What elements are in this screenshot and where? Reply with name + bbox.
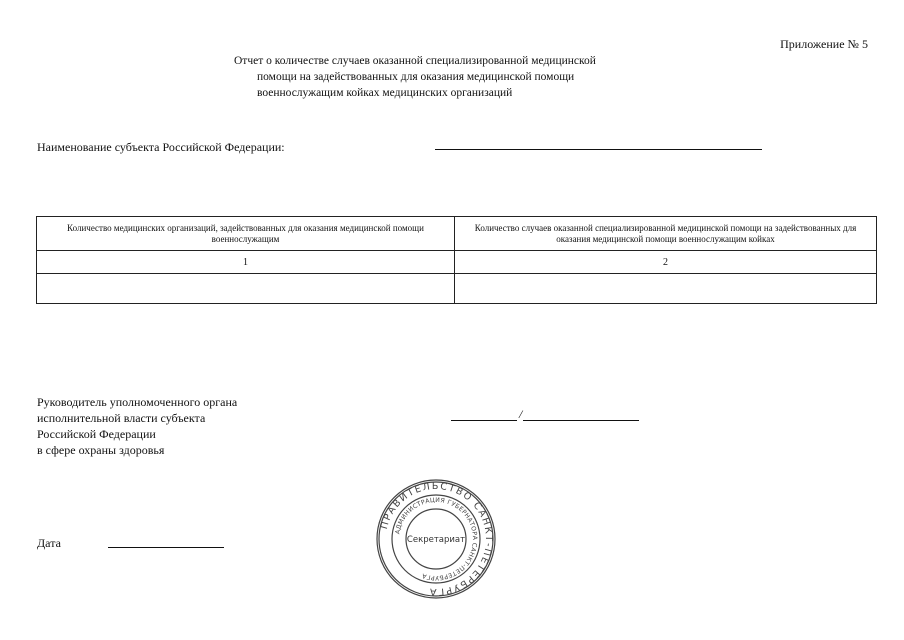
signatory-line-1: Руководитель уполномоченного органа: [37, 395, 238, 409]
title-line-3: военнослужащим койках медицинских организаций: [257, 87, 513, 99]
subject-fill-line: [435, 149, 762, 150]
table-header-row: [37, 217, 877, 251]
table-cell-org-count[interactable]: [37, 274, 455, 304]
title-line-1: Отчет о количестве случаев оказанной специализированной медицинской: [234, 55, 596, 67]
stamp-center-text: Секретариат: [406, 535, 466, 545]
signatory-line-4: в сфере охраны здоровья: [37, 443, 165, 457]
signatory-line-2: исполнительной власти субъекта: [37, 411, 206, 425]
table-cell-case-count[interactable]: [455, 274, 877, 304]
subject-label: Наименование субъекта Российской Федерации:: [37, 140, 285, 154]
date-fill-line: [108, 547, 224, 548]
name-line: [523, 420, 639, 421]
stamp-outer-text: ПРАВИТЕЛЬСТВО САНКТ-ПЕТЕРБУРГА: [378, 480, 495, 598]
stamp-inner-text: АДМИНИСТРАЦИЯ ГУБЕРНАТОРА САНКТ-ПЕТЕРБУРГА: [394, 496, 479, 582]
date-label: Дата: [37, 536, 61, 550]
column-number-1: 1: [37, 251, 455, 274]
title-line-2: помощи на задействованных для оказания медицинской помощи: [257, 71, 575, 83]
report-table: [36, 216, 877, 304]
signature-separator: /: [519, 407, 523, 421]
header-org-count: Количество медицинских организаций, задействованных для оказания медицинской помощи военнослужащим: [37, 217, 455, 251]
report-title: [222, 53, 652, 101]
table-row: [37, 274, 877, 304]
official-stamp: [375, 478, 497, 600]
column-number-row: [37, 251, 877, 274]
signatory-title: [37, 394, 237, 458]
column-number-2: 2: [455, 251, 877, 274]
signatory-line-3: Российской Федерации: [37, 427, 156, 441]
appendix-label: Приложение № 5: [780, 37, 868, 51]
signature-line: [451, 420, 517, 421]
header-case-count: Количество случаев оказанной специализированной медицинской помощи на задействованных для оказания медицинской помощи военнослужащим койках: [455, 217, 877, 251]
